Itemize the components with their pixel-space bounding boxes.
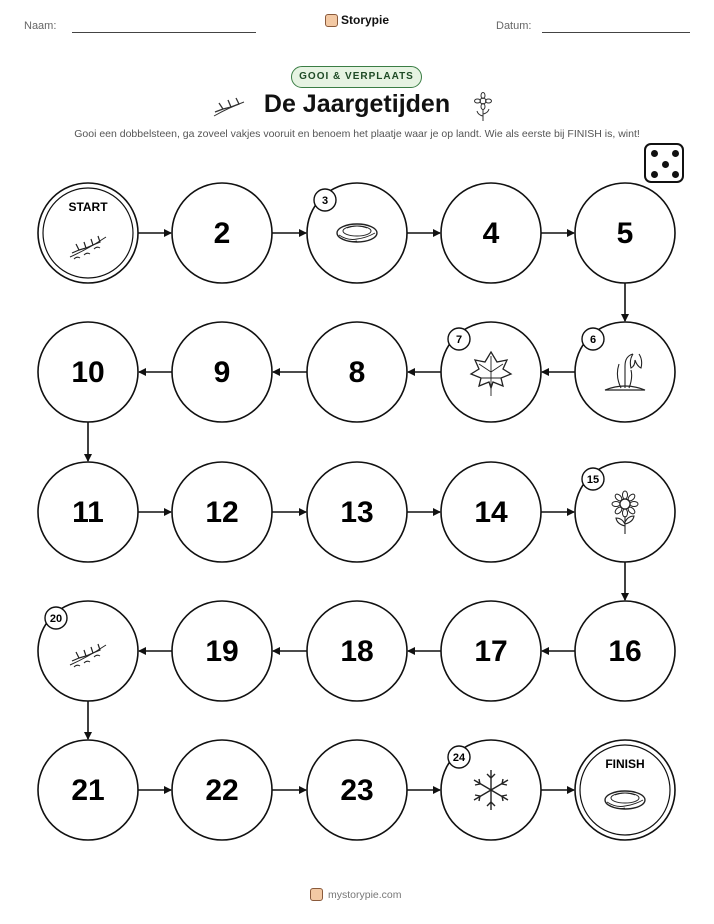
space-number-badge: 6 [589, 334, 597, 346]
board-space-14[interactable] [441, 462, 541, 562]
board-space-15[interactable] [575, 462, 675, 562]
board-space-3[interactable] [307, 183, 407, 283]
space-number: 16 [608, 635, 642, 668]
board-space-19[interactable] [172, 601, 272, 701]
footer [310, 888, 402, 901]
board-space-23[interactable] [307, 740, 407, 840]
space-label: START [68, 200, 108, 214]
footer-url[interactable]: mystorypie.com [328, 888, 402, 901]
board-space-7[interactable] [441, 322, 541, 422]
board-space-17[interactable] [441, 601, 541, 701]
space-label: FINISH [605, 757, 645, 771]
space-number: 21 [71, 774, 105, 807]
space-number: 14 [474, 496, 508, 529]
board-space-10[interactable] [38, 322, 138, 422]
board-space-13[interactable] [307, 462, 407, 562]
space-number: 18 [340, 635, 374, 668]
space-number: 23 [340, 774, 374, 807]
space-number: 2 [213, 217, 231, 250]
board-space-11[interactable] [38, 462, 138, 562]
space-number-badge: 20 [49, 613, 63, 625]
name-label: Naam: [24, 20, 57, 32]
board-space-20[interactable] [38, 601, 138, 701]
board-space-4[interactable] [441, 183, 541, 283]
storypie-mascot-icon [310, 888, 323, 901]
space-number: 8 [348, 356, 366, 389]
page-title: De Jaargetijden [263, 90, 451, 118]
activity-badge: GOOI & VERPLAATS [291, 66, 422, 88]
space-number: 17 [474, 635, 508, 668]
space-number: 19 [205, 635, 239, 668]
instructions: Gooi een dobbelsteen, ga zoveel vakjes vooruit en benoem het plaatje waar je op landt. Wie als eerste bij FINISH is, wint! [74, 128, 640, 140]
space-number-badge: 3 [321, 195, 329, 207]
space-number: 5 [616, 217, 634, 250]
board-space-1[interactable] [38, 183, 138, 283]
space-number-badge: 7 [455, 334, 463, 346]
board-space-21[interactable] [38, 740, 138, 840]
space-number: 12 [205, 496, 239, 529]
space-number: 9 [213, 356, 231, 389]
board-space-22[interactable] [172, 740, 272, 840]
board-space-9[interactable] [172, 322, 272, 422]
board-space-8[interactable] [307, 322, 407, 422]
date-label: Datum: [496, 20, 532, 32]
space-number: 4 [482, 217, 500, 250]
space-number: 22 [205, 774, 239, 807]
space-number-badge: 24 [452, 752, 466, 764]
board-space-5[interactable] [575, 183, 675, 283]
space-number: 11 [72, 496, 104, 529]
board-space-12[interactable] [172, 462, 272, 562]
board-space-24[interactable] [441, 740, 541, 840]
board-space-25[interactable] [575, 740, 675, 840]
board-space-18[interactable] [307, 601, 407, 701]
board-space-16[interactable] [575, 601, 675, 701]
space-number-badge: 15 [586, 474, 600, 486]
logo-text: Storypie [341, 13, 390, 27]
board-space-2[interactable] [172, 183, 272, 283]
board-space-6[interactable] [575, 322, 675, 422]
space-number: 13 [340, 496, 374, 529]
space-number: 10 [71, 356, 105, 389]
